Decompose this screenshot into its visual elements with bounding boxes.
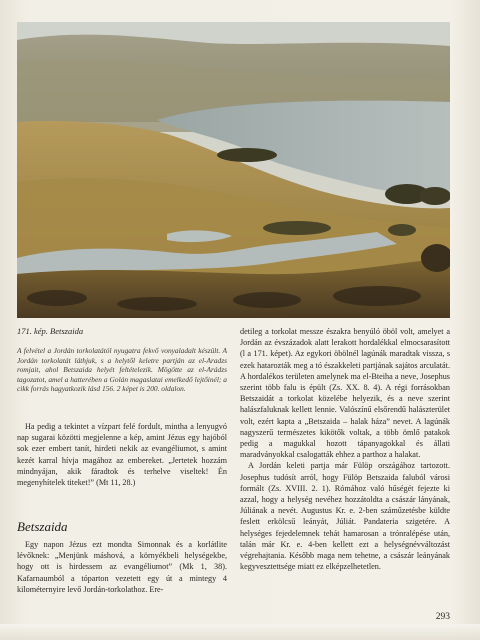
- right-paragraph-2: A Jordán keleti partja már Fülöp országához tartozott. Josephus tudósít arról, hogy Fülöp Betszaida faluból városi formált (Zs. XVIII. 2. 1). Rómához való hűségét fejezte ki azzal, hogy a helység nevéhez hozzátoldta a császár lányának, Júliának a nevét. Augustus Kr. e. 2-ben száműzetésbe küldte feslett erkölcsű leányát, Júliát. Pandateria szigetére. A helységes fejedelemnek tehát hamarosan a trónralépése után, talán már Kr. e. 4-ben kellett ezt a helységnévváltozást végrehajtania. Később maga nem tehetne, a császár leányának kegyvesztettsége miatt ez elképzelhetetlen.: [240, 461, 450, 572]
- page-number: 293: [435, 612, 450, 622]
- right-column: [240, 326, 450, 572]
- left-paragraph-1: Ha pedig a tekintet a vízpart felé fordult, mintha a lenyugvó nap sugarai közötti megjelenne a kép, amint Jézus egy hajóból sok ezer embert tanít, hirdeti nekik az evangéliumot, s amint kezét karral hívja magához az embereket. „Jertetek hozzám mindnyájan, akik fáradtok és terhelve viseltek! Én megenyhítelek titeket!” (Mt 11, 28.): [17, 422, 227, 488]
- bottom-edge-strip: [0, 624, 480, 640]
- photo-illustration: [17, 22, 450, 318]
- landscape-photo: [17, 22, 450, 318]
- section-heading: Betszaida: [17, 519, 68, 534]
- left-column-paragraph-2: [17, 539, 227, 595]
- caption-text: [17, 346, 227, 394]
- caption-label: 171. kép. Betszaida: [17, 326, 84, 336]
- left-paragraph-2: Egy napon Jézus ezt mondta Simonnak és a korlátlite lévőknek: „Menjünk máshová, a környékbeli helységekbe, hogy ott is hirdessem az evangéliumot” (Mk 1, 38). Kafarnaumból a tóparton vezetett egy út a mintegy 4 kilométernyire levő Jordán-torkolathoz. Ere-: [17, 540, 227, 594]
- left-column-paragraph: [17, 421, 227, 488]
- caption-paragraph: A felvétel a Jordán torkolatától nyugatra fekvő vonyaladalt készült. A Jordán torkolatát láthjuk, s a helytől keletre partján az el-Aradzs romjait, ahol Betszaida helyét feltételezik. Mögötte az el-Arádzs tagozatot, amel a hatterében a Golán magaslatai emelkedő lejtőinél; a cikk forrás hagyatkozik lásd 156. 2 képet is 200. oldalon.: [17, 346, 227, 394]
- right-paragraph-1: detileg a torkolat messze északra benyúló öböl volt, amelyet a Jordán az évszázadok alatt lerakott hordalékkal elmocsarasított (l a 171. képet). Az egykori öbölnél lagúnák maradtak vissza, s ezek hatarozták meg a tó északkeleti partjának sajátos arculatát. A hordalékos területen amelynek ma el-Bteiha a neve, Josephus szerint több falu is épült (Zs. XX. 8. 4). A régi forrásokban Betszaidát a torkolat közelébe helyezik, és a neve szerint halászfaluknak kellett lennie. Valószínű elsőrendű halászterület volt, ezért kapta a „Betszaida – halak háza” nevet. A lagúnák nagyszerű természetes kikötők voltak, a több ömlő patakok pedig a magukkal hozott tápanyagokkal és állati maradványokkal csalogatták ehhez a parthoz a halakat.: [240, 327, 450, 460]
